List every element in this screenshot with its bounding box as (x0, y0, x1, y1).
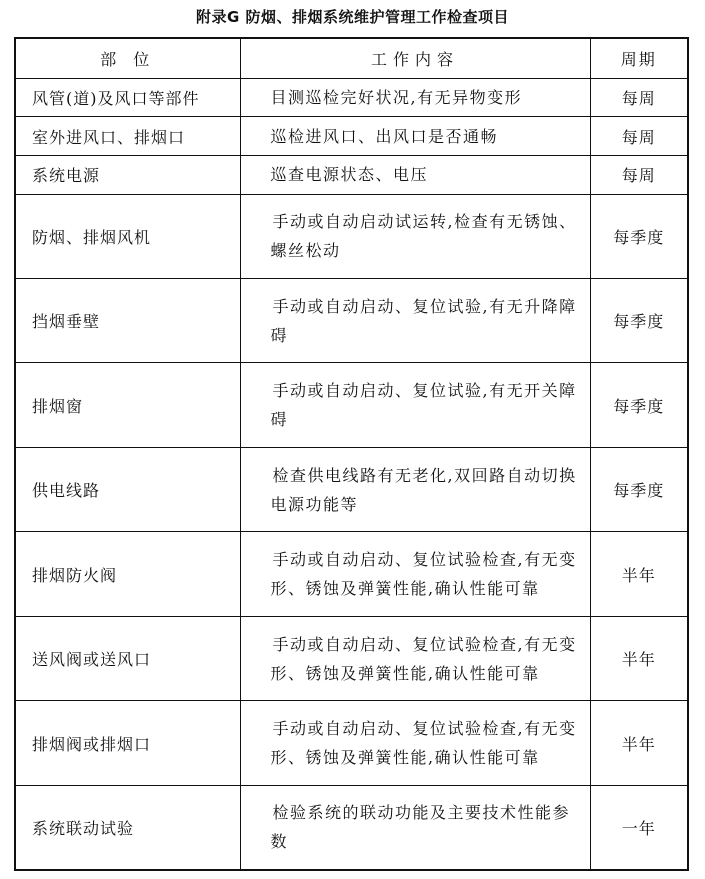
cell-part: 供电线路 (15, 447, 240, 531)
cell-content: 手动或自动启动、复位试验检查,有无变形、锈蚀及弹簧性能,确认性能可靠 (240, 616, 590, 700)
cell-content: 目测巡检完好状况,有无异物变形 (240, 78, 590, 117)
cell-cycle: 每周 (590, 78, 688, 117)
table-row (15, 532, 688, 616)
cell-content: 手动或自动启动、复位试验检查,有无变形、锈蚀及弹簧性能,确认性能可靠 (240, 701, 590, 785)
table-row (15, 447, 688, 531)
cell-cycle: 一年 (590, 785, 688, 870)
table-row (15, 194, 688, 278)
cell-content: 手动或自动启动试运转,检查有无锈蚀、螺丝松动 (240, 194, 590, 278)
cell-part: 风管(道)及风口等部件 (15, 78, 240, 117)
table-row (15, 155, 688, 194)
cell-part: 系统电源 (15, 155, 240, 194)
cell-content: 巡检进风口、出风口是否通畅 (240, 117, 590, 156)
cell-content: 巡查电源状态、电压 (240, 155, 590, 194)
cell-cycle: 每季度 (590, 194, 688, 278)
cell-cycle: 半年 (590, 532, 688, 616)
document-title: 附录G 防烟、排烟系统维护管理工作检查项目 (195, 8, 510, 26)
cell-cycle: 每季度 (590, 447, 688, 531)
table-row (15, 363, 688, 447)
cell-part: 排烟阀或排烟口 (15, 701, 240, 785)
table-header-row (15, 38, 688, 78)
header-part: 部 位 (15, 38, 240, 78)
table-row (15, 117, 688, 156)
cell-part: 防烟、排烟风机 (15, 194, 240, 278)
cell-content: 手动或自动启动、复位试验,有无升降障碍 (240, 279, 590, 363)
cell-content: 手动或自动启动、复位试验检查,有无变形、锈蚀及弹簧性能,确认性能可靠 (240, 532, 590, 616)
cell-cycle: 半年 (590, 701, 688, 785)
cell-cycle: 每季度 (590, 279, 688, 363)
header-content: 工作内容 (240, 38, 590, 78)
table-row (15, 78, 688, 117)
cell-cycle: 每周 (590, 117, 688, 156)
header-cycle: 周期 (590, 38, 688, 78)
table-row (15, 701, 688, 785)
cell-content: 手动或自动启动、复位试验,有无开关障碍 (240, 363, 590, 447)
cell-part: 排烟窗 (15, 363, 240, 447)
table-row (15, 785, 688, 870)
cell-cycle: 半年 (590, 616, 688, 700)
cell-part: 系统联动试验 (15, 785, 240, 870)
cell-part: 挡烟垂壁 (15, 279, 240, 363)
cell-content: 检验系统的联动功能及主要技术性能参数 (240, 785, 590, 870)
cell-content: 检查供电线路有无老化,双回路自动切换电源功能等 (240, 447, 590, 531)
cell-part: 送风阀或送风口 (15, 616, 240, 700)
table-row (15, 279, 688, 363)
cell-cycle: 每周 (590, 155, 688, 194)
table-row (15, 616, 688, 700)
maintenance-checklist-table (14, 37, 689, 871)
cell-part: 室外进风口、排烟口 (15, 117, 240, 156)
cell-part: 排烟防火阀 (15, 532, 240, 616)
cell-cycle: 每季度 (590, 363, 688, 447)
